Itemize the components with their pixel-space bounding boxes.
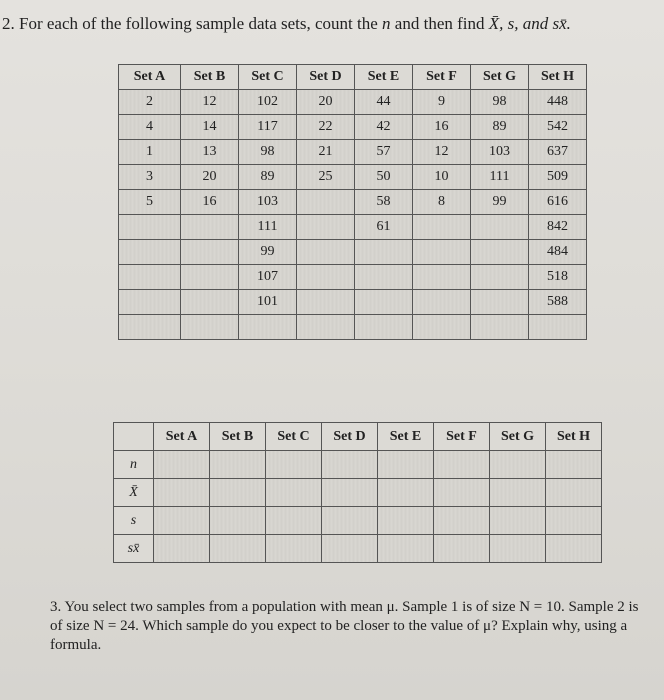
- data-cell: 111: [471, 165, 529, 190]
- question-3-text: 3. You select two samples from a population with mean μ. Sample 1 is of size N = 10. Sample 2 is of size N = 24. Which sample do you expect to be closer to the value of μ? Explain why, using a formula.: [50, 599, 639, 653]
- data-cell: 588: [529, 290, 587, 315]
- data-cell: [297, 190, 355, 215]
- answer-cell[interactable]: [546, 479, 602, 507]
- answer-cell[interactable]: [210, 479, 266, 507]
- answer-cell[interactable]: [490, 535, 546, 563]
- answer-cell[interactable]: [546, 507, 602, 535]
- answer-cell[interactable]: [490, 451, 546, 479]
- data-cell: 103: [471, 140, 529, 165]
- table-row: [119, 290, 587, 315]
- data-cell: [471, 265, 529, 290]
- answer-cell[interactable]: [154, 535, 210, 563]
- answer-cell[interactable]: [322, 535, 378, 563]
- data-cell: 637: [529, 140, 587, 165]
- answer-cell[interactable]: [378, 479, 434, 507]
- data-cell: 509: [529, 165, 587, 190]
- answer-cell[interactable]: [266, 479, 322, 507]
- summary-header-set-a: Set A: [154, 423, 210, 451]
- data-cell: 5: [119, 190, 181, 215]
- header-set-b: Set B: [181, 65, 239, 90]
- data-cell: 58: [355, 190, 413, 215]
- data-cell: 20: [181, 165, 239, 190]
- data-cell: 44: [355, 90, 413, 115]
- table-row: [119, 215, 587, 240]
- answer-cell[interactable]: [378, 535, 434, 563]
- data-cell: 3: [119, 165, 181, 190]
- question-2-prefix: For each of the following sample data sets, count the: [19, 14, 383, 33]
- data-cell: 14: [181, 115, 239, 140]
- data-cell: [297, 215, 355, 240]
- answer-cell[interactable]: [154, 507, 210, 535]
- data-cell: 21: [297, 140, 355, 165]
- summary-header-set-c: Set C: [266, 423, 322, 451]
- data-cell: [181, 290, 239, 315]
- data-cell: 50: [355, 165, 413, 190]
- data-cell: [529, 315, 587, 340]
- data-cell: [413, 240, 471, 265]
- data-cell: [413, 215, 471, 240]
- answer-cell[interactable]: [266, 535, 322, 563]
- data-cell: 16: [413, 115, 471, 140]
- data-cell: 16: [181, 190, 239, 215]
- data-cell: 99: [239, 240, 297, 265]
- header-set-h: Set H: [529, 65, 587, 90]
- data-cell: 12: [413, 140, 471, 165]
- table-row: [119, 165, 587, 190]
- question-2-middle: and then find: [390, 14, 489, 33]
- data-cell: 12: [181, 90, 239, 115]
- answer-cell[interactable]: [266, 451, 322, 479]
- table-row: [119, 315, 587, 340]
- data-cell: 842: [529, 215, 587, 240]
- summary-row-s: [114, 507, 602, 535]
- data-cell: [471, 315, 529, 340]
- data-cell: [119, 240, 181, 265]
- sample-data-table: [118, 64, 587, 340]
- data-cell: 101: [239, 290, 297, 315]
- answer-cell[interactable]: [266, 507, 322, 535]
- answer-cell[interactable]: [434, 507, 490, 535]
- data-cell: 1: [119, 140, 181, 165]
- question-2-var-n: n: [382, 14, 391, 33]
- data-cell: 98: [239, 140, 297, 165]
- row-label-s: s: [114, 507, 154, 535]
- answer-cell[interactable]: [322, 507, 378, 535]
- data-cell: 117: [239, 115, 297, 140]
- data-cell: 20: [297, 90, 355, 115]
- data-cell: [355, 265, 413, 290]
- answer-cell[interactable]: [434, 535, 490, 563]
- data-cell: 102: [239, 90, 297, 115]
- data-cell: [471, 290, 529, 315]
- data-cell: [181, 265, 239, 290]
- header-set-f: Set F: [413, 65, 471, 90]
- question-2-symbols: X̄, s, and sx̄.: [488, 14, 571, 33]
- summary-header-row: [114, 423, 602, 451]
- data-cell: 57: [355, 140, 413, 165]
- data-cell: [297, 240, 355, 265]
- data-cell: 518: [529, 265, 587, 290]
- data-cell: 61: [355, 215, 413, 240]
- table-row: [119, 115, 587, 140]
- data-cell: 98: [471, 90, 529, 115]
- data-cell: 22: [297, 115, 355, 140]
- data-cell: [355, 315, 413, 340]
- summary-header-set-f: Set F: [434, 423, 490, 451]
- summary-header-set-h: Set H: [546, 423, 602, 451]
- answer-cell[interactable]: [546, 451, 602, 479]
- data-cell: 89: [471, 115, 529, 140]
- data-cell: [413, 290, 471, 315]
- table-row: [119, 265, 587, 290]
- summary-header-set-e: Set E: [378, 423, 434, 451]
- summary-header-set-b: Set B: [210, 423, 266, 451]
- answer-cell[interactable]: [210, 535, 266, 563]
- question-2-number: 2.: [2, 14, 15, 33]
- summary-corner-cell: [114, 423, 154, 451]
- table-row: [119, 140, 587, 165]
- header-set-g: Set G: [471, 65, 529, 90]
- data-cell: 89: [239, 165, 297, 190]
- header-set-c: Set C: [239, 65, 297, 90]
- data-cell: 13: [181, 140, 239, 165]
- data-cell: 448: [529, 90, 587, 115]
- data-cell: 10: [413, 165, 471, 190]
- summary-row-sx: [114, 535, 602, 563]
- data-cell: [239, 315, 297, 340]
- data-cell: [119, 290, 181, 315]
- data-cell: [413, 265, 471, 290]
- data-cell: 8: [413, 190, 471, 215]
- header-set-d: Set D: [297, 65, 355, 90]
- answer-cell[interactable]: [210, 451, 266, 479]
- data-cell: [355, 240, 413, 265]
- data-cell: [181, 315, 239, 340]
- data-cell: [471, 240, 529, 265]
- data-cell: 542: [529, 115, 587, 140]
- summary-statistics-table: [113, 422, 602, 563]
- answer-cell[interactable]: [154, 479, 210, 507]
- answer-cell[interactable]: [154, 451, 210, 479]
- data-cell: 9: [413, 90, 471, 115]
- answer-cell[interactable]: [434, 479, 490, 507]
- data-cell: 42: [355, 115, 413, 140]
- summary-header-set-g: Set G: [490, 423, 546, 451]
- summary-header-set-d: Set D: [322, 423, 378, 451]
- table-row: [119, 190, 587, 215]
- data-cell: 103: [239, 190, 297, 215]
- answer-cell[interactable]: [210, 507, 266, 535]
- data-cell: 107: [239, 265, 297, 290]
- data-cell: 99: [471, 190, 529, 215]
- answer-cell[interactable]: [434, 451, 490, 479]
- data-cell: 25: [297, 165, 355, 190]
- data-cell: 111: [239, 215, 297, 240]
- summary-row-mean: [114, 479, 602, 507]
- answer-cell[interactable]: [546, 535, 602, 563]
- data-cell: 4: [119, 115, 181, 140]
- row-label-x-bar: X̄: [114, 479, 154, 507]
- data-cell: [119, 315, 181, 340]
- header-set-a: Set A: [119, 65, 181, 90]
- row-label-sx-bar: sx̄: [114, 535, 154, 563]
- answer-cell[interactable]: [322, 451, 378, 479]
- data-cell: 616: [529, 190, 587, 215]
- answer-cell[interactable]: [322, 479, 378, 507]
- data-cell: [181, 240, 239, 265]
- data-cell: [297, 265, 355, 290]
- data-cell: [413, 315, 471, 340]
- header-set-e: Set E: [355, 65, 413, 90]
- data-cell: [119, 265, 181, 290]
- table-row: [119, 240, 587, 265]
- answer-cell[interactable]: [378, 451, 434, 479]
- data-table-header-row: [119, 65, 587, 90]
- data-cell: [297, 290, 355, 315]
- summary-row-n: [114, 451, 602, 479]
- question-2-text: [2, 14, 662, 34]
- row-label-n: n: [114, 451, 154, 479]
- data-cell: 2: [119, 90, 181, 115]
- data-cell: [297, 315, 355, 340]
- data-cell: [471, 215, 529, 240]
- data-cell: [119, 215, 181, 240]
- data-cell: [181, 215, 239, 240]
- answer-cell[interactable]: [378, 507, 434, 535]
- answer-cell[interactable]: [490, 479, 546, 507]
- answer-cell[interactable]: [490, 507, 546, 535]
- data-cell: [355, 290, 413, 315]
- table-row: [119, 90, 587, 115]
- data-cell: 484: [529, 240, 587, 265]
